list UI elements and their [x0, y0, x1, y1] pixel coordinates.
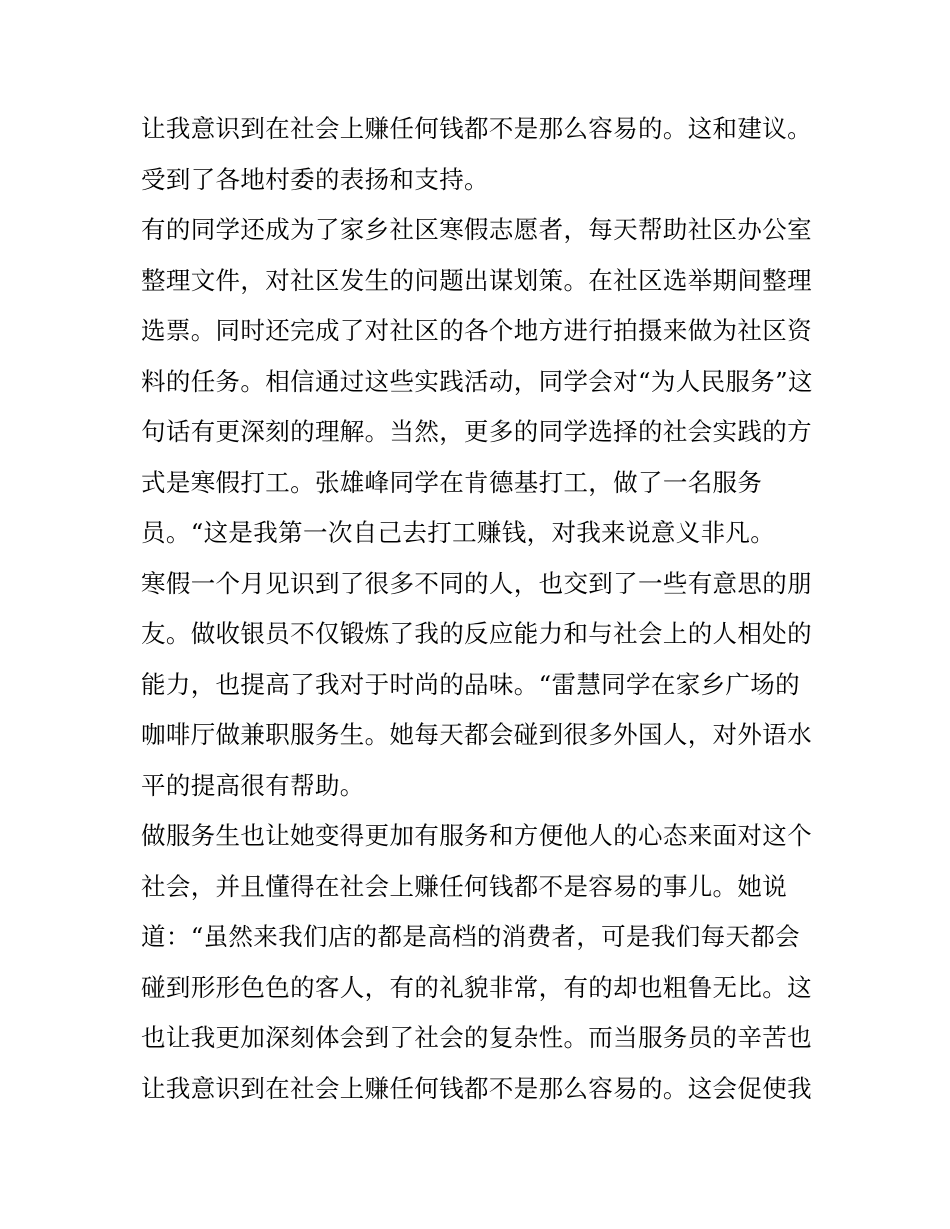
text-line: 友。做收银员不仅锻炼了我的反应能力和与社会上的人相处的 — [141, 619, 812, 648]
text-line: 选票。同时还完成了对社区的各个地方进行拍摄来做为社区资 — [141, 316, 812, 345]
text-line: 平的提高很有帮助。 — [141, 770, 365, 800]
text-line: 道：“虽然来我们店的都是高档的消费者，可是我们每天都会 — [141, 922, 800, 951]
text-line: 也让我更加深刻体会到了社会的复杂性。而当服务员的辛苦也 — [141, 1023, 812, 1052]
text-line: 碰到形形色色的客人，有的礼貌非常，有的却也粗鲁无比。这 — [141, 972, 812, 1002]
text-line: 寒假一个月见识到了很多不同的人，也交到了一些有意思的朋 — [141, 568, 812, 598]
text-line: 有的同学还成为了家乡社区寒假志愿者，每天帮助社区办公室 — [141, 215, 812, 244]
text-line: 员。“这是我第一次自己去打工赚钱，对我来说意义非凡。 — [141, 518, 776, 547]
text-line: 让我意识到在社会上赚任何钱都不是那么容易的。这会促使我 — [141, 1073, 812, 1103]
text-line: 整理文件，对社区发生的问题出谋划策。在社区选举期间整理 — [141, 265, 812, 295]
body-text — [141, 104, 821, 1114]
text-line: 咖啡厅做兼职服务生。她每天都会碰到很多外国人，对外语水 — [141, 720, 812, 749]
text-line: 让我意识到在社会上赚任何钱都不是那么容易的。这和建议。 — [141, 114, 812, 143]
text-line: 句话有更深刻的理解。当然，更多的同学选择的社会实践的方 — [141, 417, 812, 446]
text-line: 受到了各地村委的表扬和支持。 — [141, 164, 489, 194]
text-line: 做服务生也让她变得更加有服务和方便他人的心态来面对这个 — [141, 821, 812, 850]
text-line: 社会，并且懂得在社会上赚任何钱都不是容易的事儿。她说 — [141, 871, 788, 901]
text-line: 式是寒假打工。张雄峰同学在肯德基打工，做了一名服务 — [141, 467, 763, 497]
text-line: 能力，也提高了我对于时尚的品味。“雷慧同学在家乡广场的 — [141, 669, 800, 699]
text-line: 料的任务。相信通过这些实践活动，同学会对“为人民服务”这 — [141, 366, 813, 396]
